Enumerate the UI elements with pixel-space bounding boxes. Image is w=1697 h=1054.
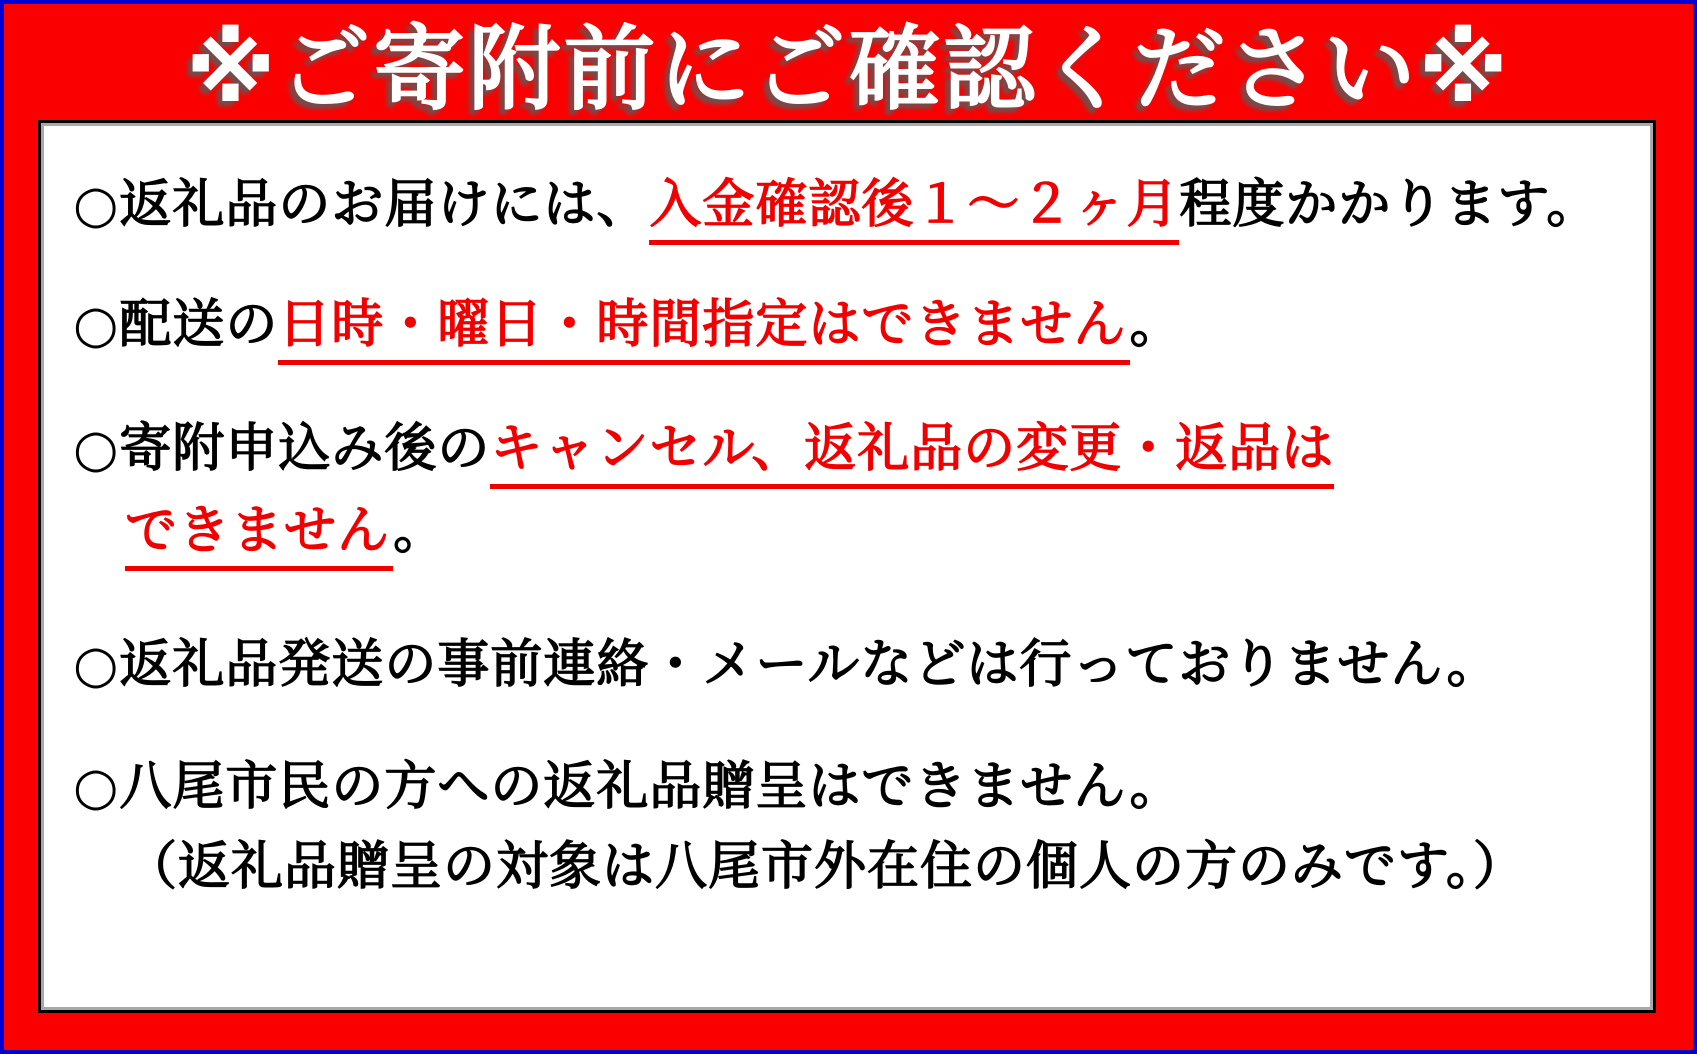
notice-text-segment: （返礼品贈呈の対象は八尾市外在住の個人の方のみです。） (125, 837, 1526, 897)
highlighted-text-segment: 日時・曜日・時間指定はできません (278, 295, 1129, 365)
notice-text-segment: ○八尾市民の方への返礼品贈呈はできません。 (73, 757, 1183, 817)
notice-line (73, 413, 1633, 485)
notice-panel (38, 120, 1656, 1013)
notice-text-segment: ○返礼品のお届けには、 (73, 175, 650, 235)
notice-text-segment: 。 (1129, 295, 1183, 355)
notice-line (73, 629, 1633, 701)
highlighted-text-segment: できません (125, 501, 393, 571)
notice-text-segment: ○返礼品発送の事前連絡・メールなどは行っておりません。 (73, 635, 1500, 695)
notice-line (73, 751, 1633, 823)
notice-text-segment: 程度かかります。 (1179, 175, 1600, 235)
notice-text-segment: 。 (393, 501, 447, 561)
notice-text-segment: ○配送の (73, 295, 279, 355)
notice-line (73, 289, 1633, 361)
highlighted-text-segment: 入金確認後１～２ヶ月 (649, 175, 1179, 245)
notice-line (73, 495, 1633, 567)
notice-line (73, 169, 1633, 241)
page-title: ※ご寄附前にご確認ください※ (186, 16, 1511, 120)
notice-line (73, 831, 1633, 903)
notice-list (73, 169, 1633, 903)
highlighted-text-segment: キャンセル、返礼品の変更・返品は (490, 419, 1334, 489)
notice-text-segment: ○寄附申込み後の (73, 419, 491, 479)
header-banner (4, 4, 1693, 120)
